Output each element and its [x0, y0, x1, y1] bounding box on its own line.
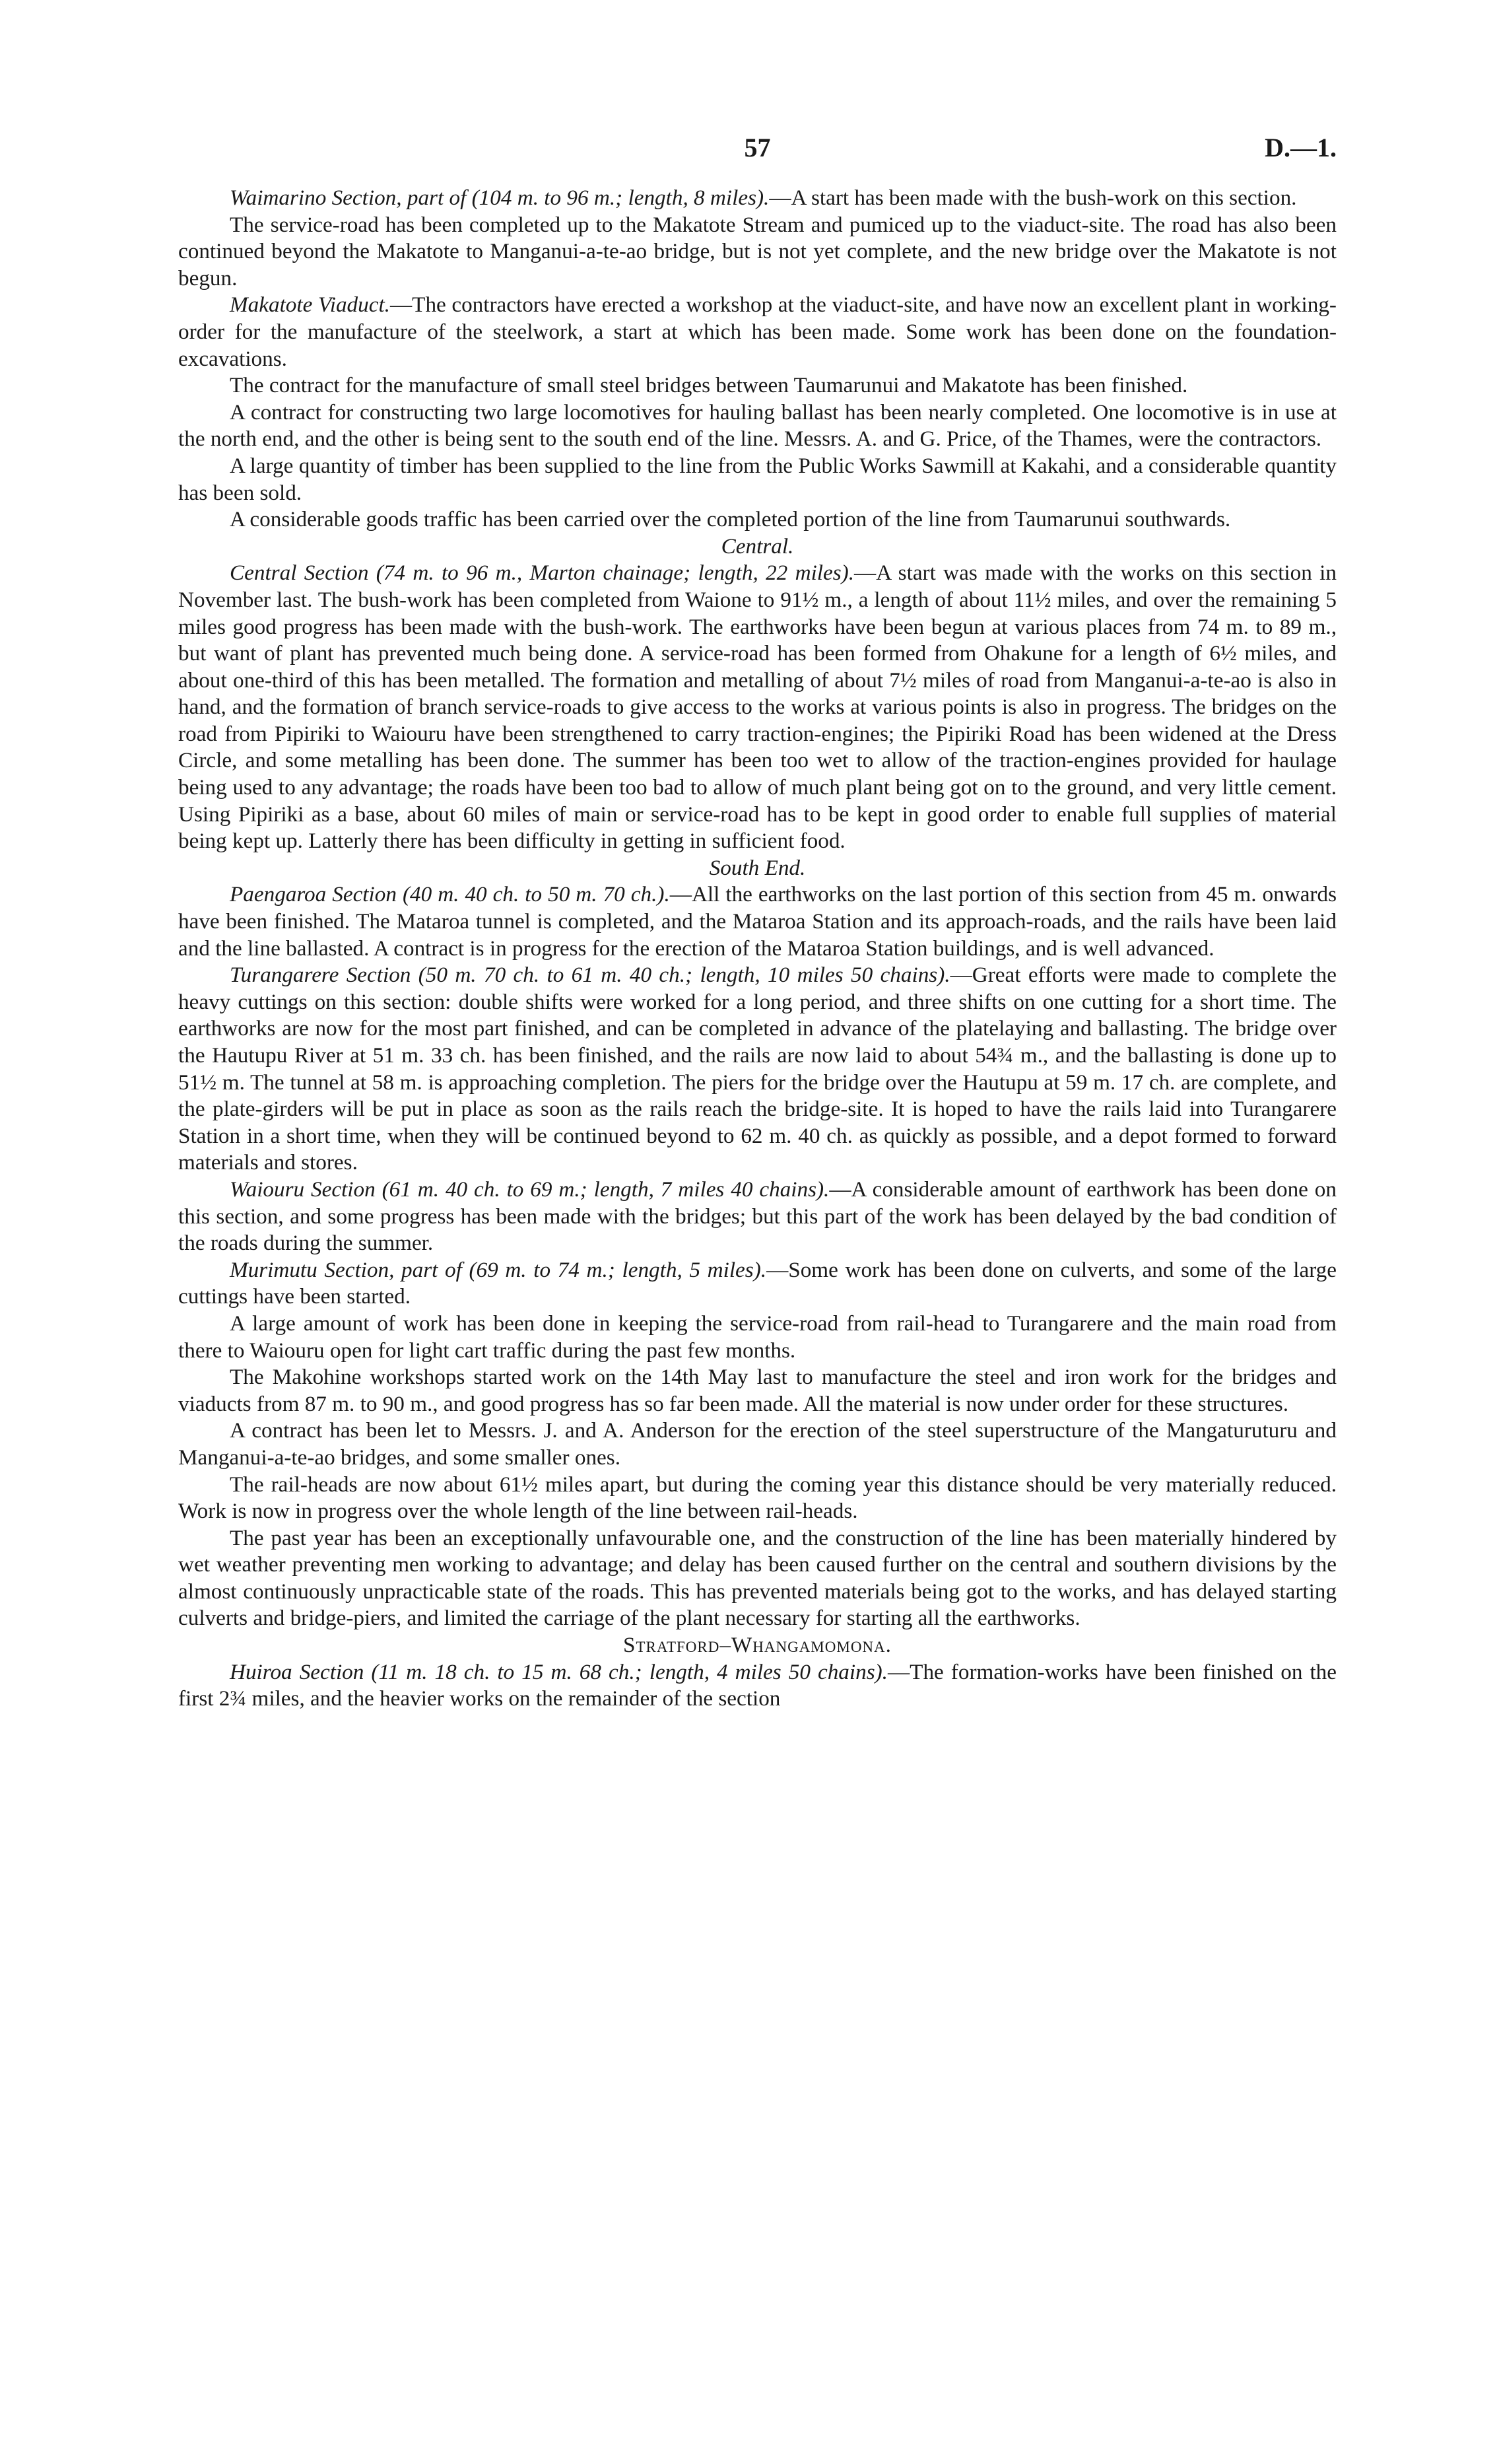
paragraph — [178, 881, 1337, 962]
paragraph-text: A contract for constructing two large locomotives for hauling ballast has been nearly completed. One locomotive is in use at the north end, and the other is being sent to the south end of the line. Messrs. A. and G. Price, of the Thames, were the contractors. — [178, 399, 1337, 452]
paragraph — [178, 506, 1337, 533]
paragraph-text: —Some work has been done on culverts, and some of the large cuttings have been started. — [178, 1257, 1337, 1309]
paragraph-text: The Makohine workshops started work on the 14th May last to manufacture the steel and iron work for the bridges and viaducts from 87 m. to 90 m., and good progress has so far been made. All the material is now under order for these structures. — [178, 1365, 1337, 1416]
paragraph — [178, 560, 1337, 855]
paragraph — [178, 1364, 1337, 1418]
document-page — [178, 132, 1337, 1713]
paragraph-text: A large amount of work has been done in keeping the service-road from rail-head to Turangarere and the main road from there to Waiouru open for light cart traffic during the past few months. — [178, 1311, 1337, 1363]
paragraph-heading: Huiroa Section (11 m. 18 ch. to 15 m. 68 ch.; length, 4 miles 50 chains). — [230, 1659, 888, 1684]
page-header — [178, 132, 1337, 185]
paragraph-heading: Makatote Viaduct. — [230, 292, 390, 318]
paragraph-text: A large quantity of timber has been supplied to the line from the Public Works Sawmill at Kakahi, and a considerable quantity has been sold. — [178, 453, 1337, 505]
paragraph-text: —A start was made with the works on this section in November last. The bush-work has been completed from Waione to 91½ m., a length of about 11½ miles, and over the remaining 5 miles good progress has been made with the bush-work. The earthworks have been begun at various places from 74 m. to 89 m., but want of plant has prevented much being done. A service-road has been formed from Ohakune for a length of 6½ miles, and about one-third of this has been metalled. The formation and metalling of about 7½ miles of road from Manganui-a-te-ao is also in hand, and the formation of branch service-roads to give access to the works at various points is also in progress. The bridges on the road from Pipiriki to Waiouru have been strengthened to carry traction-engines; the Pipiriki Road has been widened at the Dress Circle, and some metalling has been done. The summer has been too wet to allow of the traction-engines provided for haulage being used to any advantage; the roads have been too bad to allow of much plant being got on to the ground, and very little cement. Using Pipiriki as a base, about 60 miles of main or service-road has to be kept in good order to enable full supplies of material being kept up. Latterly there has been difficulty in getting in sufficient food. — [178, 561, 1337, 854]
section-title-south-end: South End. — [709, 855, 806, 880]
paragraph — [178, 1257, 1337, 1311]
section-title-central: Central. — [721, 533, 794, 559]
paragraph-heading: Waimarino Section, part of (104 m. to 96 m.; length, 8 miles). — [230, 186, 770, 210]
paragraph-text: The service-road has been completed up to the Makatote Stream and pumiced up to the viaduct-site. The road has also been continued beyond the Makatote to Manganui-a-te-ao bridge, but is not yet complete, and the new bridge over the Makatote is not begun. — [178, 212, 1337, 291]
paragraph-heading: Central Section (74 m. to 96 m., Marton chainage; length, 22 miles). — [230, 561, 855, 586]
paragraph-text: The rail-heads are now about 61½ miles apart, but during the coming year this distance should be very materially reduced. Work is now in progress over the whole length of the line between rail-heads. — [178, 1472, 1337, 1524]
paragraph — [178, 185, 1337, 212]
paragraph-heading: Paengaroa Section (40 m. 40 ch. to 50 m. 70 ch.). — [230, 882, 670, 907]
paragraph-text: —All the earthworks on the last portion of this section from 45 m. onwards have been finished. The Mataroa tunnel is completed, and the Mataroa Station and its approach-roads, and the rails have been laid and the line ballasted. A contract is in progress for the erection of the Mataroa Station buildings, and is well advanced. — [178, 882, 1337, 961]
paragraph — [178, 212, 1337, 292]
paragraph — [178, 962, 1337, 1177]
body-text — [178, 185, 1337, 1713]
paragraph-text: The past year has been an exceptionally unfavourable one, and the construction of the line has been materially hindered by wet weather preventing men working to advantage; and delay has been caused further on the central and southern divisions by the almost continuously unpracticable state of the roads. This has prevented materials being got to the works, and has delayed starting culverts and bridge-piers, and limited the carriage of the plant necessary for starting all the earthworks. — [178, 1525, 1337, 1631]
paragraph-heading: Murimutu Section, part of (69 m. to 74 m.; length, 5 miles). — [230, 1257, 767, 1282]
paragraph-heading: Turangarere Section (50 m. 70 ch. to 61 m. 40 ch.; length, 10 miles 50 chains). — [230, 963, 950, 988]
paragraph — [178, 1659, 1337, 1713]
paragraph-text: A contract has been let to Messrs. J. and A. Anderson for the erection of the steel superstructure of the Mangaturuturu and Manganui-a-te-ao bridges, and some smaller ones. — [178, 1418, 1337, 1470]
paragraph-text: —A start has been made with the bush-work on this section. — [769, 186, 1297, 210]
paragraph-text: —A considerable amount of earthwork has been done on this section, and some progress has been made with the bridges; but this part of the work has been delayed by the bad condition of the roads during the summer. — [178, 1177, 1337, 1256]
paragraph — [178, 1177, 1337, 1257]
paragraph — [178, 292, 1337, 372]
paragraph-text: The contract for the manufacture of small steel bridges between Taumarunui and Makatote has been finished. — [230, 373, 1188, 398]
paragraph — [178, 1311, 1337, 1364]
paragraph — [178, 1418, 1337, 1471]
document-code: D.—1. — [1265, 133, 1337, 162]
section-title-stratford: Stratford–Whangamomona. — [623, 1633, 892, 1658]
paragraph — [178, 372, 1337, 399]
paragraph-text: —The formation-works have been finished on the first 2¾ miles, and the heavier works on the remainder of the section — [178, 1659, 1337, 1711]
page-number: 57 — [744, 133, 771, 162]
paragraph-heading: Waiouru Section (61 m. 40 ch. to 69 m.; length, 7 miles 40 chains). — [230, 1177, 830, 1202]
paragraph — [178, 453, 1337, 506]
paragraph — [178, 399, 1337, 453]
paragraph-text: A considerable goods traffic has been carried over the completed portion of the line from Taumarunui southwards. — [230, 507, 1231, 532]
paragraph — [178, 1525, 1337, 1632]
paragraph-text: —Great efforts were made to complete the heavy cuttings on this section: double shifts were worked for a long period, and three shifts on one cutting for a short time. The earthworks are now for the most part finished, and can be completed in advance of the platelaying and ballasting. The bridge over the Hautupu River at 51 m. 33 ch. has been finished, and the rails are now laid to about 54¾ m., and the ballasting is done up to 51½ m. The tunnel at 58 m. is approaching completion. The piers for the bridge over the Hautupu at 59 m. 17 ch. are complete, and the plate-girders will be put in place as soon as the rails reach the bridge-site. It is hoped to have the rails laid into Turangarere Station in a short time, when they will be continued beyond to 62 m. 40 ch. as quickly as possible, and a depot formed to forward materials and stores. — [178, 963, 1337, 1175]
paragraph-text: —The contractors have erected a workshop at the viaduct-site, and have now an excellent plant in working-order for the manufacture of the steelwork, a start at which has been made. Some work has been done on the foundation-excavations. — [178, 292, 1337, 371]
paragraph — [178, 1472, 1337, 1525]
